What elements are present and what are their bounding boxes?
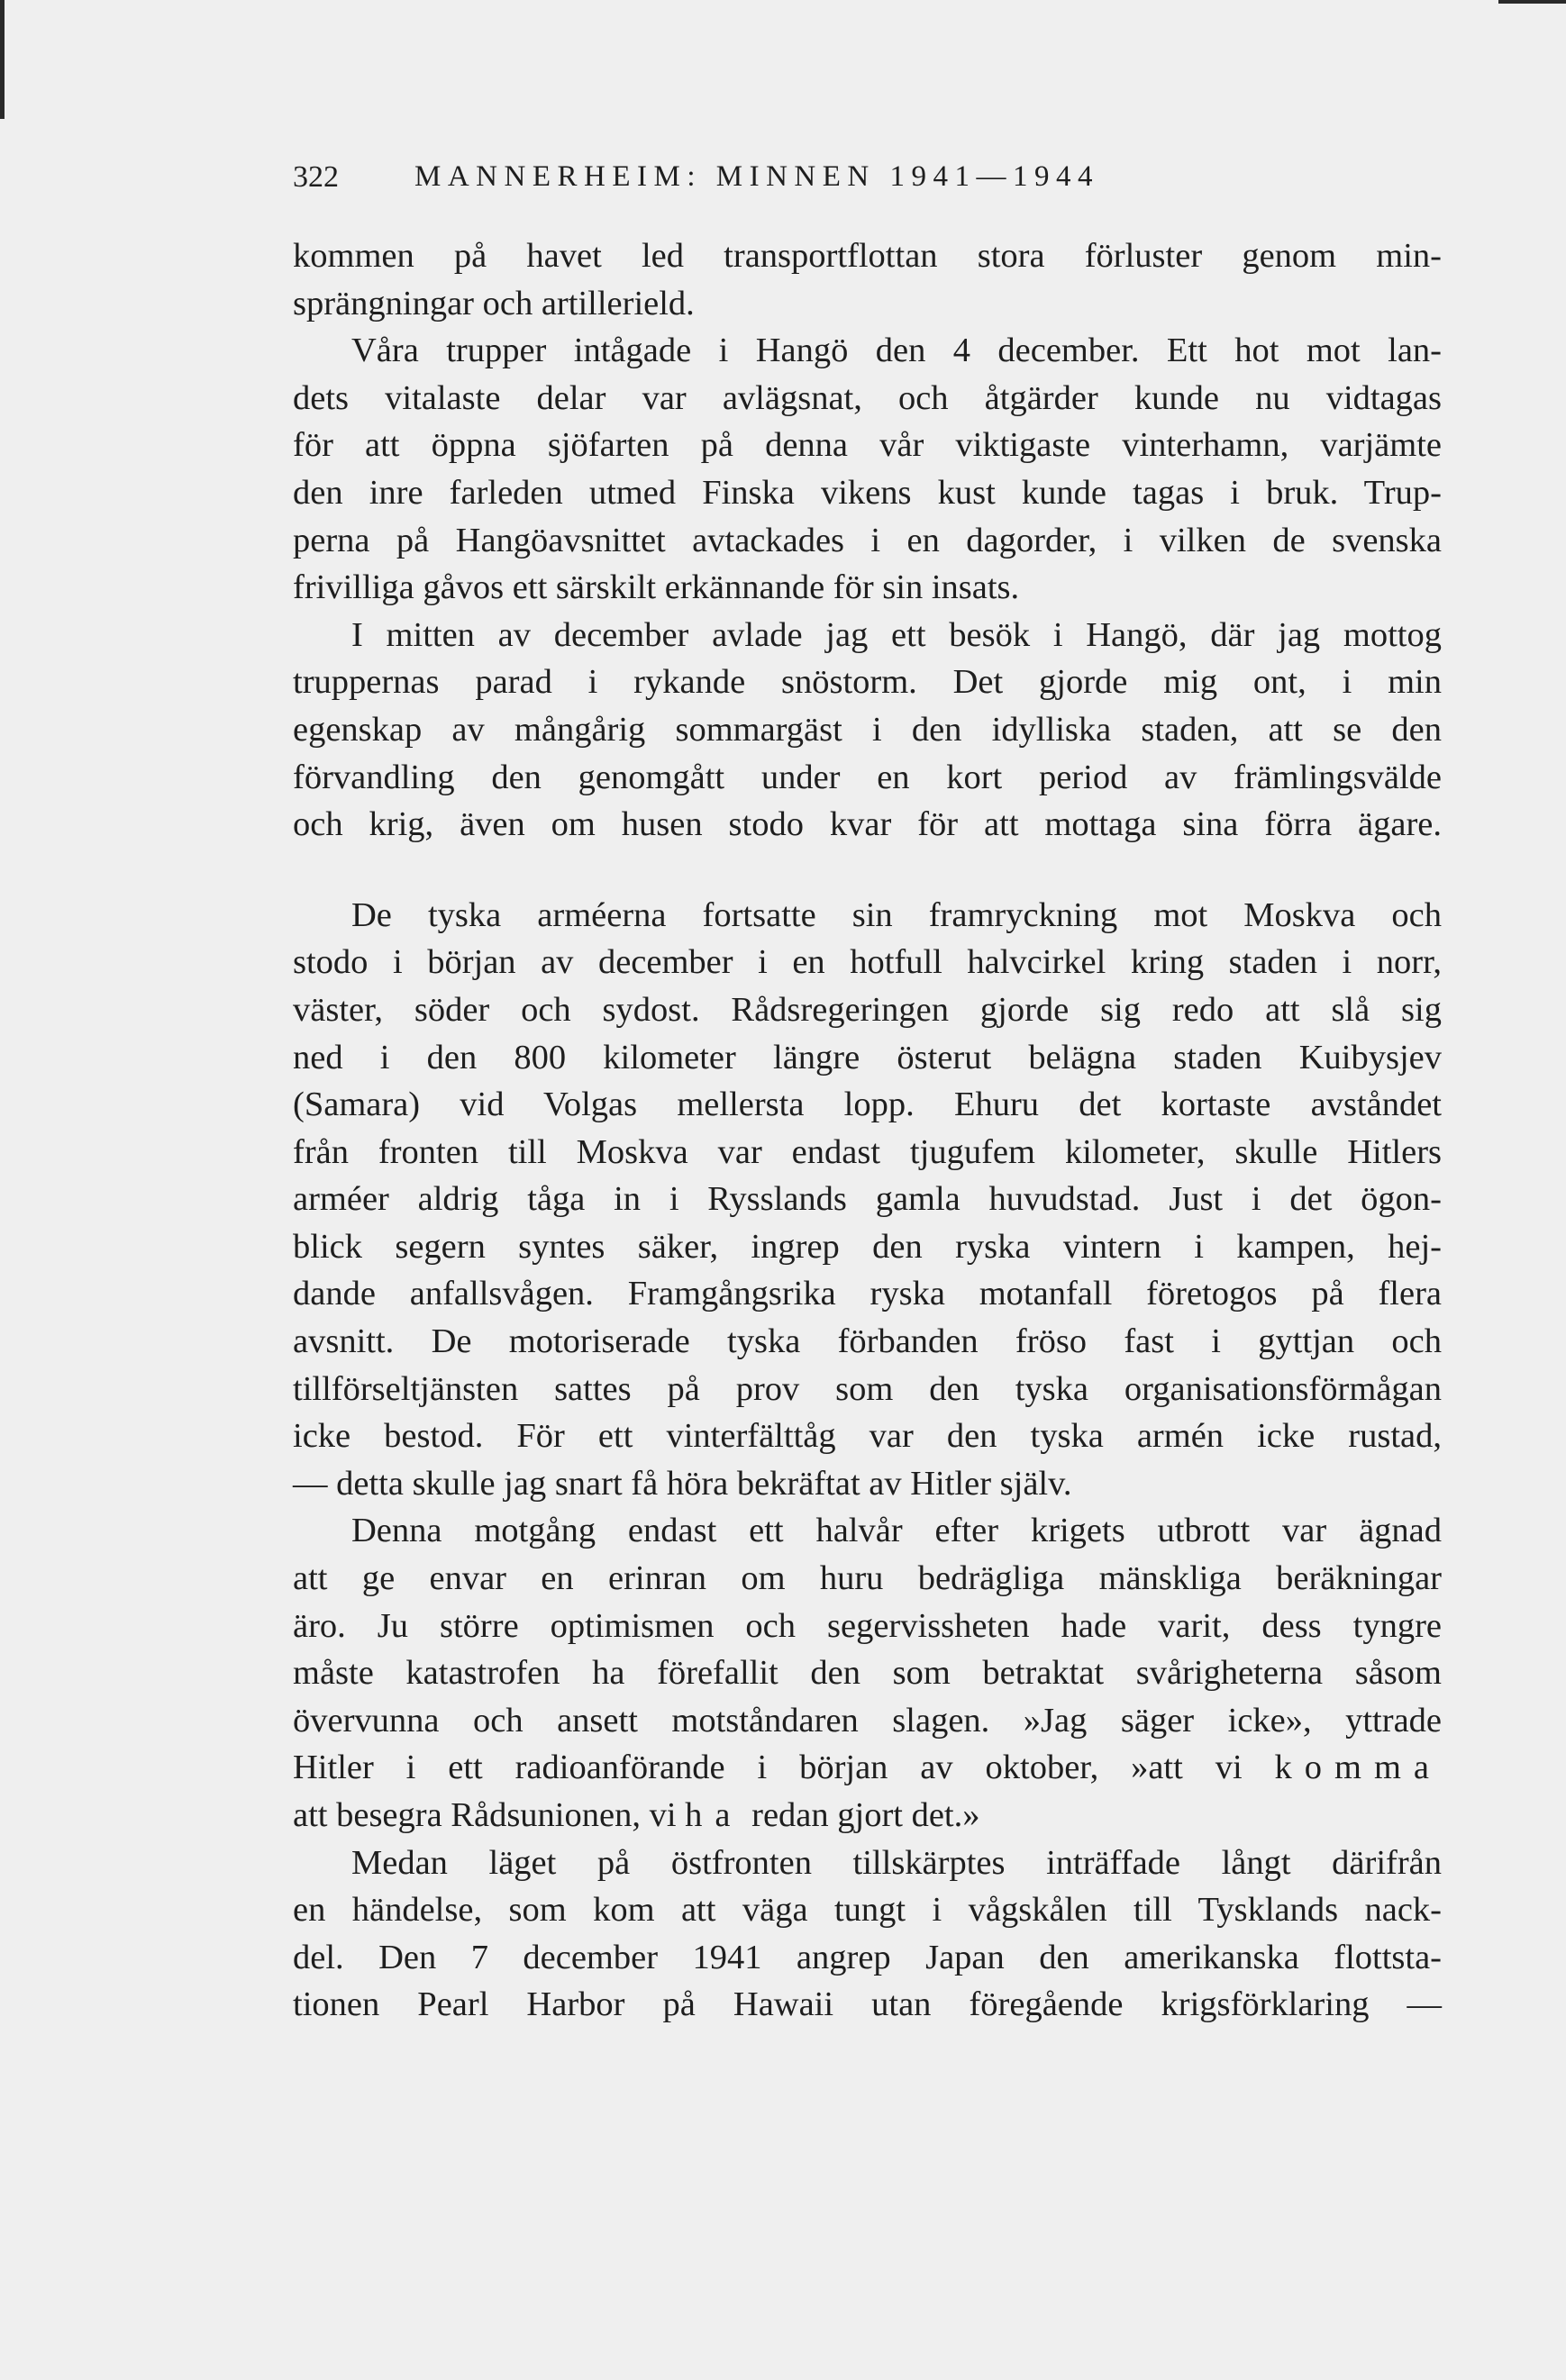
text-line: I mitten av december avlade jag ett besök i Hangö, där jag mottog [351,615,1442,654]
text-line: kommen på havet led transportflottan stora förluster genom min- [293,237,1442,275]
text-line: (Samara) vid Volgas mellersta lopp. Ehuru det kortaste avståndet [293,1086,1442,1124]
paragraph [293,327,1442,612]
text-line: stodo i början av december i en hotfull halvcirkel kring staden i norr, [293,943,1442,982]
text-line: dets vitalaste delar var avlägsnat, och åtgärder kunde nu vidtagas [293,378,1442,417]
text-line: att ge envar en erinran om huru bedrägliga mänskliga beräkningar [293,1559,1442,1598]
text-span: Hitler i ett radioanförande i början av oktober, »att vi [293,1749,1243,1787]
running-head [293,160,1442,214]
text-line: en händelse, som kom att väga tungt i vågskålen till Tysklands nack- [293,1891,1442,1930]
text-line: för att öppna sjöfarten på denna vår viktigaste vinterhamn, varjämte [293,426,1442,465]
text-line: truppernas parad i rykande snöstorm. Det gjorde mig ont, i min [293,663,1442,702]
text-line [293,1792,1442,1840]
paragraph [293,612,1442,849]
emphasized-word: ha [685,1796,743,1834]
text-span: att besegra Rådsunionen, vi [293,1796,677,1834]
text-line: blick segern syntes säker, ingrep den ryska vintern i kampen, hej- [293,1227,1442,1266]
page-number: 322 [293,160,339,194]
text-line: avsnitt. De motoriserade tyska förbanden fröso fast i gyttjan och [293,1322,1442,1361]
text-line: övervunna och ansett motståndaren slagen. »Jag säger icke», yttrade [293,1701,1442,1740]
text-line: ned i den 800 kilometer längre österut belägna staden Kuibysjev [293,1038,1442,1076]
text-line: del. Den 7 december 1941 angrep Japan den amerikanska flottsta- [293,1938,1442,1976]
text-line: från fronten till Moskva var endast tjugufem kilometer, skulle Hitlers [293,1132,1442,1171]
text-line: och krig, även om husen stodo kvar för att mottaga sina förra ägare. [293,805,1442,844]
text-line: dande anfallsvågen. Framgångsrika ryska motanfall företogos på flera [293,1275,1442,1313]
text-line: arméer aldrig tåga in i Rysslands gamla huvudstad. Just i det ögon- [293,1180,1442,1219]
text-line: tillförseltjänsten sattes på prov som den tyska organisationsförmågan [293,1369,1442,1408]
text-line: Denna motgång endast ett halvår efter krigets utbrott var ägnad [351,1512,1442,1550]
text-line: äro. Ju större optimismen och segervissheten hade varit, dess tyngre [293,1606,1442,1645]
text-line: De tyska arméerna fortsatte sin framryckning mot Moskva och [351,895,1442,934]
paragraph [293,232,1442,327]
text-span: redan gjort det.» [751,1796,980,1834]
text-line: väster, söder och sydost. Rådsregeringen gjorde sig redo att slå sig [293,990,1442,1029]
paragraph [293,892,1442,1508]
text-line: den inre farleden utmed Finska vikens kust kunde tagas i bruk. Trup- [293,473,1442,512]
text-line: tionen Pearl Harbor på Hawaii utan föregående krigsförklaring — [293,1985,1442,2024]
text-line: sprängningar och artillerield. [293,284,695,322]
scan-edge-top [1498,0,1566,4]
text-line: Medan läget på östfronten tillskärptes inträffade långt därifrån [351,1843,1442,1882]
text-line: egenskap av mångårig sommargäst i den idylliska staden, att se den [293,710,1442,749]
emphasized-word: komma [1274,1749,1443,1787]
text-line: Våra trupper intågade i Hangö den 4 december. Ett hot mot lan- [351,332,1442,370]
text-line: perna på Hangöavsnittet avtackades i en dagorder, i vilken de svenska [293,521,1442,559]
paragraph [293,1840,1442,2029]
scan-edge-left [0,0,5,119]
body-text [293,232,1442,2029]
paragraph [293,1507,1442,1839]
text-line: förvandling den genomgått under en kort period av främlingsvälde [293,758,1442,796]
running-title: MANNERHEIM: MINNEN 1941—1944 [414,160,1099,193]
text-line: frivilliga gåvos ett särskilt erkännande för sin insats. [293,568,1020,607]
text-line [293,1744,1442,1792]
text-line: — detta skulle jag snart få höra bekräftat av Hitler själv. [293,1464,1072,1503]
text-line: måste katastrofen ha förefallit den som betraktat svårigheterna såsom [293,1654,1442,1693]
text-line: icke bestod. För ett vinterfälttåg var den tyska armén icke rustad, [293,1417,1442,1456]
section-break [293,849,1442,892]
